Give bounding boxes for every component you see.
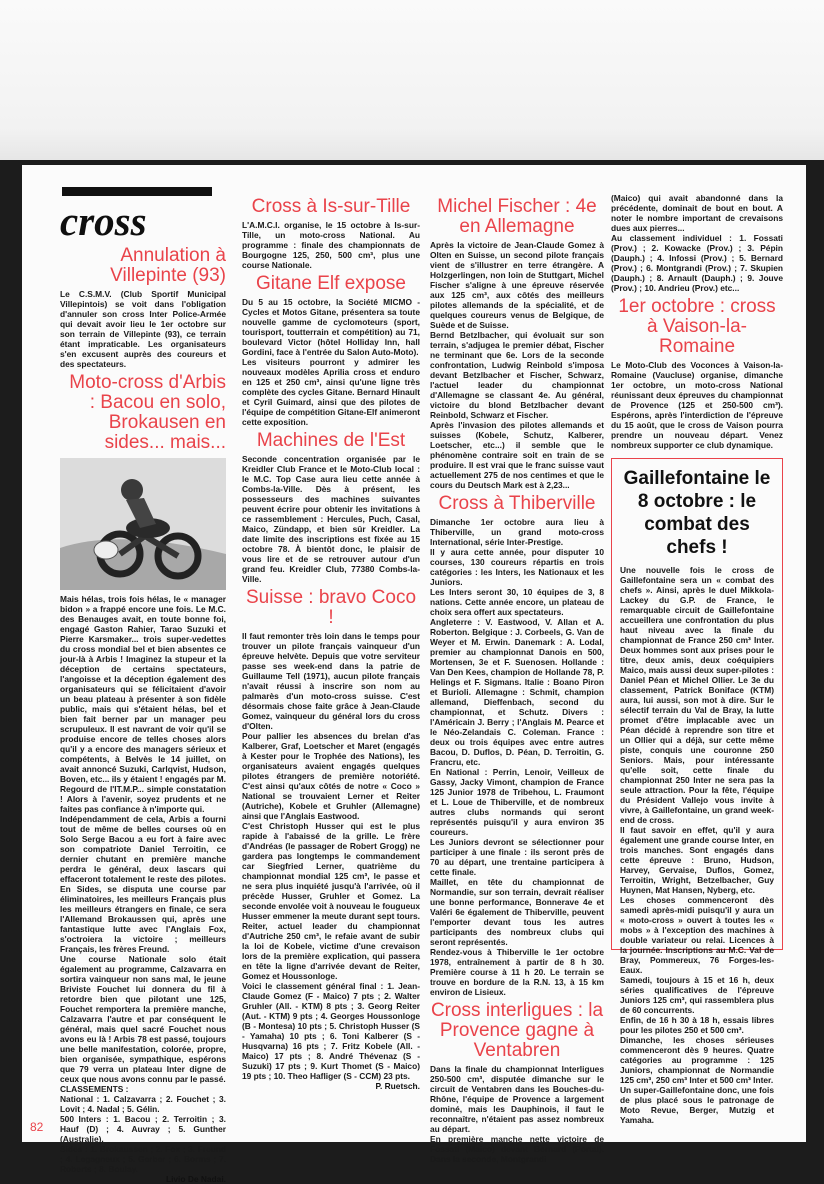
article-suisse-results: Voici le classement général final : 1. Jean-Claude Gomez (F - Maico) 7 pts ; 2. Walter Gruhler (All. - KTM) 8 pts ; 3. Georg Reiter (Aut. - KTM) 9 pts ; 4. Georges Houssonloge (B - Montesa) 10 pts ; 5. Christoph Husser (S - Yamaha) 10 pts ; 6. Toni Kalberer (S - Husqvarna) 16 pts ; 7. Fritz Kobele (All. - Maico) 17 pts ; 8. André Thévenaz (S - Suzuki) 17 pts ; 9. Kurt Thomet (S - Maico) 19 pts ; 10. Theo Hafliger (S - CCM) 23 pts.	[242, 981, 420, 1081]
article-vaison: Le Moto-Club des Voconces à Vaison-la-Romaine (Vaucluse) organise, dimanche 1er octobre, un moto-cross National réunissant deux épreuves du championnat de Provence (125 et 250-500 cm³). Espérons, après l'interdiction de l'épreuve du 15 août, que le cross de Vaison pourra prendre un nouveau départ. Venez nombreux supporter ce club dynamique.	[611, 360, 783, 450]
box-p3: Les choses commenceront dès samedi après-midi puisqu'il y aura un « moto-cross » ouvert à toutes les « mobs » à l'exception des machines à double variateur ou relai. Licences à la journée. Inscriptions au M.C. Val de Bray, Pommereux, 76 Forges-les-Eaux.	[620, 895, 774, 975]
article-thiberville-p7: Maillet, en tête du championnat de Normandie, sur son terrain, devrait réaliser une bonne performance, Bonnerave 4e et Valéri 6e également de Thiberville, peuvent l'emporter devant tous les autres participants des nombreux clubs qui seront représentés.	[430, 877, 604, 947]
article-villepinte: Le C.S.M.V. (Club Sportif Municipal Villepintois) se voit dans l'obligation d'annuler son cross Inter Police-Armée qui devait avoir lieu le 1er octobre sur son terrain de Villepinte (93), ce terrain étant impraticable. Les organisateurs s'en excusent auprès des coureurs et des spectateurs.	[60, 289, 226, 369]
article-suisse-p1: Il faut remonter très loin dans le temps pour trouver un pilote français vainqueur d'un épreuve helvète. Depuis que votre serviteur passe ses week-end dans la patrie de Guillaume Tell (1971), aucun pilote français n'avait réussi à inscrire son nom au palmarès d'un moto-cross suisse. C'est désormais chose faite grâce à Jean-Claude Gomez, vainqueur du général lors du cross d'Olten.	[242, 631, 420, 731]
article-suisse-p3: C'est Christoph Husser qui est le plus rapide à l'abaissé de la grille. Le frère d'Andréas (le passager de Robert Grogg) ne gardera pas longtemps le commandement car Siegfried Lerner, quatrième du championnat mondial 125 cm³, le passe et ne sera plus inquiété jusqu'à l'arrivée, où il précède Husser, Gruhler et Gomez. La seconde envolée voit à nouveau le fougueux Husser emmener la meute durant sept tours. Reiter, actuel leader du championnat d'Autriche 250 cm³, le refaie avant de subir la loi de Kobele, victime d'une crevaison lors de la première explication, qui passera en tête la ligne d'arrivée devant de Reiter, Gomez et Houssonloge.	[242, 821, 420, 981]
column-2	[242, 193, 420, 1128]
box-p7: Un super-Gaillefontaine donc, une fois de plus placé sous le patronage de Moto Revue, Berger, Mutzig et Yamaha.	[620, 1085, 774, 1125]
headline-villepinte: Annulation à Villepinte (93)	[110, 245, 226, 286]
results-heading: CLASSEMENTS :	[60, 1084, 129, 1094]
section-rule	[62, 187, 212, 196]
article-thiberville-p4: Angleterre : V. Eastwood, V. Allan et A. Roberton. Belgique : J. Corbeels, G. Van de Weyer et M. Erwin. Danemark : A. Lodal, premier au championnat Danois en 500, Mortensen, 3e et F. Suenosen. Hollande : Van Den Kees, champion de Hollande 78, P. Helings et F. Sigmans. Italie : Boano Piron et Burioli. Allemagne : Schmit, champion allemand, Dieffenbach, second du championnat, et Schutz. Divers : l'Américain J. Berry ; l'Anglais M. Pearce et le Néo-Zelandais C. Coleman. France : deux ou trois équipes avec entre autres Bacou, D. Duflos, D. Péan, D. Terroitin, G. Francru, etc.	[430, 617, 604, 767]
results-national: National : 1. Calzavarra ; 2. Fouchet ; 3. Lovit ; 4. Nadal ; 5. Gélin.	[60, 1094, 226, 1114]
article-machines-est: Seconde concentration organisée par le Kreidler Club France et le Moto-Club local : le M.C. Top Case aura lieu cette année à Combs-la-Ville. Dès à présent, les possesseurs des machines suivantes peuvent écrire pour obtenir les invitations à ce rassemblement : Hercules, Puch, Casal, Maico, Zündapp, et bien sûr Kreidler. La date limite des inscriptions est fixée au 15 octobre 78. À bientôt donc, le plaisir de vous lire et de se retrouver autour d'un grand feu. Kreidler Club, 77380 Combs-la-Ville.	[242, 454, 420, 584]
box-p2: Il faut savoir en effet, qu'il y aura également une grande course Inter, en trois manches. Sont engagés dans cette épreuve : Bruno, Hudson, Harvey, Gervaise, Duflos, Gomez, Terroitin, Wright, Betzelbacher, Guy Huynen, Mat Hansen, Nyberg, etc.	[620, 825, 774, 895]
headline-vaison: 1er octobre : cross à Vaison-la-Romaine	[618, 296, 776, 357]
article-ventabren-p2: En première manche nette victoire de Fossati (Maico) devant Bernard (Portal). Dans la seconde, Montgrandi	[430, 1134, 604, 1164]
headline-thiberville: Cross à Thiberville	[438, 493, 596, 514]
article-fischer-p2: Bernd Betzlbacher, qui évoluait sur son terrain, s'adjugea le premier débat, Fischer ne terminant que 6e. Lors de la seconde confrontation, Ludwig Reinbold s'imposa devant Betzlbacher et Fischer, Schwarz, l'actuel leader du championnat d'Allemagne se classant 4e. Au général, victoire du blond Betzlbacher devant Reinbold, Schwarz et Fischer.	[430, 330, 604, 420]
article-thiberville-p8: Rendez-vous à Thiberville le 1er octobre 1978, entraînement à partir de 8 h 30. Première course à 11 h 20. Le terrain se trouve en bordure de la R.N. 13, à 15 km environ de Lisieux.	[430, 947, 604, 997]
gaillefontaine-box	[611, 458, 783, 1125]
article-fischer-p1: Après la victoire de Jean-Claude Gomez à Olten en Suisse, un second pilote français vient de s'illustrer en terre étrangère. A Holzgerlingen, non loin de Stuttgart, Michel Fischer s'aligne à une épreuve réservée aux 125 cm³, aux côtés des meilleurs pilotes allemands de la spécialité, et de quelques coureurs venus de Belgique, de Suède et de Suisse.	[430, 240, 604, 330]
article-arbis-p1: Mais hélas, trois fois hélas, le « manager bidon » a frappé encore une fois. Le M.C. des Benauges avait, en toute bonne foi, engagé Gaston Rahier, Tarao Suzuki et Pierre Karsmaker... trois super-vedettes du cross mondial bel et bien absentes ce jour-là à Arbis ! Imaginez la stupeur et la déception de certains spectateurs, l'angoisse et la déception également des organisateurs qui se félicitaient d'avoir un beau plateau à présenter à son fidèle public, mais qui s'étaient hélas, bel et bien fait berner par un manager peu scrupuleux. Il est navrant de voir qu'il se produise encore de telles choses alors qu'il y a encore des managers sérieux et compétents, à Belvès le 14 juillet, on avait annoncé Suzuki, Carlqvist, Hudson, Boven, etc... ils y étaient ! engagés par M. Regourd de l'IT.M.P... simple constatation ! Alors à l'avenir, soyez prudents et ne faites pas confiance à n'importe qui.	[60, 594, 226, 814]
article-fischer-p3: Après l'invasion des pilotes allemands et suisses (Kobele, Schutz, Kalberer, Loetscher, etc...) il semble que le phénomène contraire soit en train de se produire. Il est vrai que le franc suisse vaut actuellement 275 de nos centimes et que le cours du Deutsch Mark est à 2,23...	[430, 420, 604, 490]
article-ventabren-p3: (Maico) qui avait abandonné dans la précédente, dominait de bout en bout. A noter le nombre important de crevaisons dues aux pierres...	[611, 193, 783, 233]
section-title: cross	[60, 198, 147, 244]
box-p5: Enfin, de 16 h 30 à 18 h, essais libres pour les pilotes 250 et 500 cm³.	[620, 1015, 774, 1035]
box-p6: Dimanche, les choses sérieuses commenceront dès 9 heures. Quatre catégories au programme : 125 Juniors, championnat de Normandie 125 cm³, 250 cm³ Inter et 500 cm³ Inter.	[620, 1035, 774, 1085]
headline-is-sur-tille: Cross à Is-sur-Tille	[251, 196, 411, 217]
article-suisse-p2: Pour pallier les absences du brelan d'as Kalberer, Graf, Loetscher et Maret (engagés à Kester pour le Trophée des Nations), les organisateurs avaient engagés quelques pilotes étrangers de première notoriété. C'est ainsi qu'aux côtés de notre « Coco » National se trouvaient Lerner et Reiter (Autriche), Kobele et Gruhler (Allemagne) ainsi que l'Anglais Eastwood.	[242, 731, 420, 821]
article-gitane-p2: Les visiteurs pourront y admirer les nouveaux modèles Aprilia cross et enduro en 125 et 250 cm³, ainsi qu'une ligne très complète des cycles Gitane. Bernard Hinault et Cyril Guimard, ainsi que des pilotes de l'équipe de compétition Gitane-Elf animeront cette exposition.	[242, 357, 420, 427]
box-p1: Une nouvelle fois le cross de Gaillefontaine sera un « combat des chefs ». Ainsi, après le duel Mikkola-Lackey du G.P. de France, le remarquable circuit de Gaillefontaine accueillera une confrontation du plus haut niveau avec la finale du championnat de France 250 cm³ Inter. Deux hommes sont aux prises pour le titre, deux amis, deux coéquipiers Maico, mais aussi deux super-pilotes : Daniel Péan et Michel Ollier. Le 3e du classement, Patrick Boniface (KTM) aura, lui aussi, son mot à dire. Sur le sélectif terrain du Val de Bray, la lutte promet d'être implacable avec un Péan décidé à reprendre son titre et un Ollier qui a déjà, sur cette même piste, conquis une couronne 250 Seniors. Mais, pour intéressante qu'elle soit, cette finale du championnat 250 Inter ne sera pas la seule attraction. Pour la fête, l'équipe du Président Vallejo vous invite à vivre, à Gaillefontaine, un grand week-end de cross.	[620, 565, 774, 825]
article-thiberville-p6: Les Juniors devront se sélectionner pour participer à une finale : ils seront près de 70 au départ, une trentaine participera à cette finale.	[430, 837, 604, 877]
page-number: 82	[30, 1120, 44, 1134]
column-1	[60, 198, 226, 1184]
article-thiberville-p5: En National : Perrin, Lenoir, Veilleux de Gassy, Jacky Vimont, champion de France 125 Junior 1978 de Tribehou, L. Fraumont et L. Loue de Thiberville, et de nombreux autres clubs normands qui seront représentés puisqu'il y aura environ 35 coureurs.	[430, 767, 604, 837]
box-p4: Samedi, toujours à 15 et 16 h, deux séries qualificatives de l'épreuve Juniors 125 cm³, qui rassemblera plus de 60 concurrents.	[620, 975, 774, 1015]
box-headline: Gaillefontaine le 8 octobre : le combat des chefs !	[623, 468, 771, 558]
article-arbis-p3: Une course Nationale solo était également au programme, Calzavarra en sortira vainqueur non sans mal, le jeune Briviste Fouchet lui donnera du fil à retordre bien que pilotant une 125, Fouchet remportera la première manche, Calzavarra l'autre et par conséquent le général, mais quel sacré Fouchet nous avons eu là ! Arbis 78 est passé, toujours une belle manifestation, colorée, propre, bien organisée, sympathique, espérons que 79 verra un plateau Inter digne de ceux que nous avons connu par le passé.	[60, 954, 226, 1084]
motocross-photo	[60, 458, 226, 590]
article-thiberville-p3: Les Inters seront 30, 10 équipes de 3, 8 nations. Cette année encore, un plateau de choix sera offert aux spectateurs.	[430, 587, 604, 617]
headline-fischer: Michel Fischer : 4e en Allemagne	[437, 196, 597, 237]
results-500-inters: 500 Inters : 1. Bacou ; 2. Terroitin ; 3. Hauf (D) ; 4. Auvray ; 5. Gunther (Australie).	[60, 1114, 226, 1144]
article-ventabren-results: Au classement individuel : 1. Fossati (Prov.) ; 2. Kowacke (Prov.) ; 3. Pépin (Dauph.) ; 4. Infossi (Prov.) ; 5. Bernard (Prov.) ; 6. Montgrandi (Prov.) ; 7. Skupien (Dauph.) ; 8. Arnault (Dauph.) ; 9. Jouve (Prov.) ; 10. Andrieu (Prov.) etc...	[611, 233, 783, 293]
results-sides: Sides : 1. Brokaussen ; 2. Fox ; 3. Freund ; 4. Legagneux ; 5. Gerber ; 6. Borms ; 7. Roberts ; 8. Boulay.	[60, 1144, 226, 1174]
article-thiberville-p2: Il y aura cette année, pour disputer 10 courses, 130 coureurs répartis en trois catégories : les Inters, les Nationaux et les Juniors.	[430, 547, 604, 587]
headline-gitane: Gitane Elf expose	[256, 273, 406, 294]
headline-arbis: Moto-cross d'Arbis : Bacou en solo, Brokausen en sides... mais...	[69, 372, 226, 453]
headline-ventabren: Cross interligues : la Provence gagne à Ventabren	[430, 1000, 604, 1061]
rider-image	[60, 458, 226, 590]
page-top-margin	[0, 0, 824, 160]
headline-suisse: Suisse : bravo Coco !	[245, 587, 417, 628]
article-gitane-p1: Du 5 au 15 octobre, la Société MICMO - Cycles et Motos Gitane, présentera sa toute nouvelle gamme de cyclomoteurs (sport, tourisport, toutterrain et compétition) au 71, boulevard Victor (hôtel Holliday Inn, hall Gordini, face à l'entrée du Salon Auto-Moto).	[242, 297, 420, 357]
byline: Livio De Nadai.	[165, 1174, 226, 1184]
byline: P. Ruetsch.	[375, 1081, 420, 1091]
article-ventabren-p1: Dans la finale du championnat Interligues 250-500 cm³, disputée dimanche sur le circuit de Ventabren dans les Bouches-du-Rhône, l'équipe de Provence a largement dominé, mais les Dauphinois, il faut le reconnaître, n'étaient pas assez nombreux au départ.	[430, 1064, 604, 1134]
article-arbis-p2: Indépendamment de cela, Arbis a fourni tout de même de belles courses où en Solo Serge Bacou a eu fort à faire avec son compatriote Daniel Terroitin, ce dernier chutant en première manche perdra le général, deux lascars qui effaceront totalement le reste des pilotes. En Sides, se disputa une course par éliminatoires, les meilleurs Français plus les meilleurs étrangers en finale, ce sera l'Allemand Brokaussen qui, après une fantastique lutte avec l'Anglais Fox, s'octroiera la victoire ; meilleurs Français, les frères Freund.	[60, 814, 226, 954]
article-thiberville-p1: Dimanche 1er octobre aura lieu à Thiberville, un grand moto-cross International, série Inter-Prestige.	[430, 517, 604, 547]
article-is-sur-tille: L'A.M.C.I. organise, le 15 octobre à Is-sur-Tille, un moto-cross National. Au programme : finale des championnats de Bourgogne 125, 250, 500 cm³, plus une course Nationale.	[242, 220, 420, 270]
column-3	[430, 193, 604, 1164]
headline-machines-est: Machines de l'Est	[256, 430, 406, 451]
column-4	[611, 193, 783, 1128]
